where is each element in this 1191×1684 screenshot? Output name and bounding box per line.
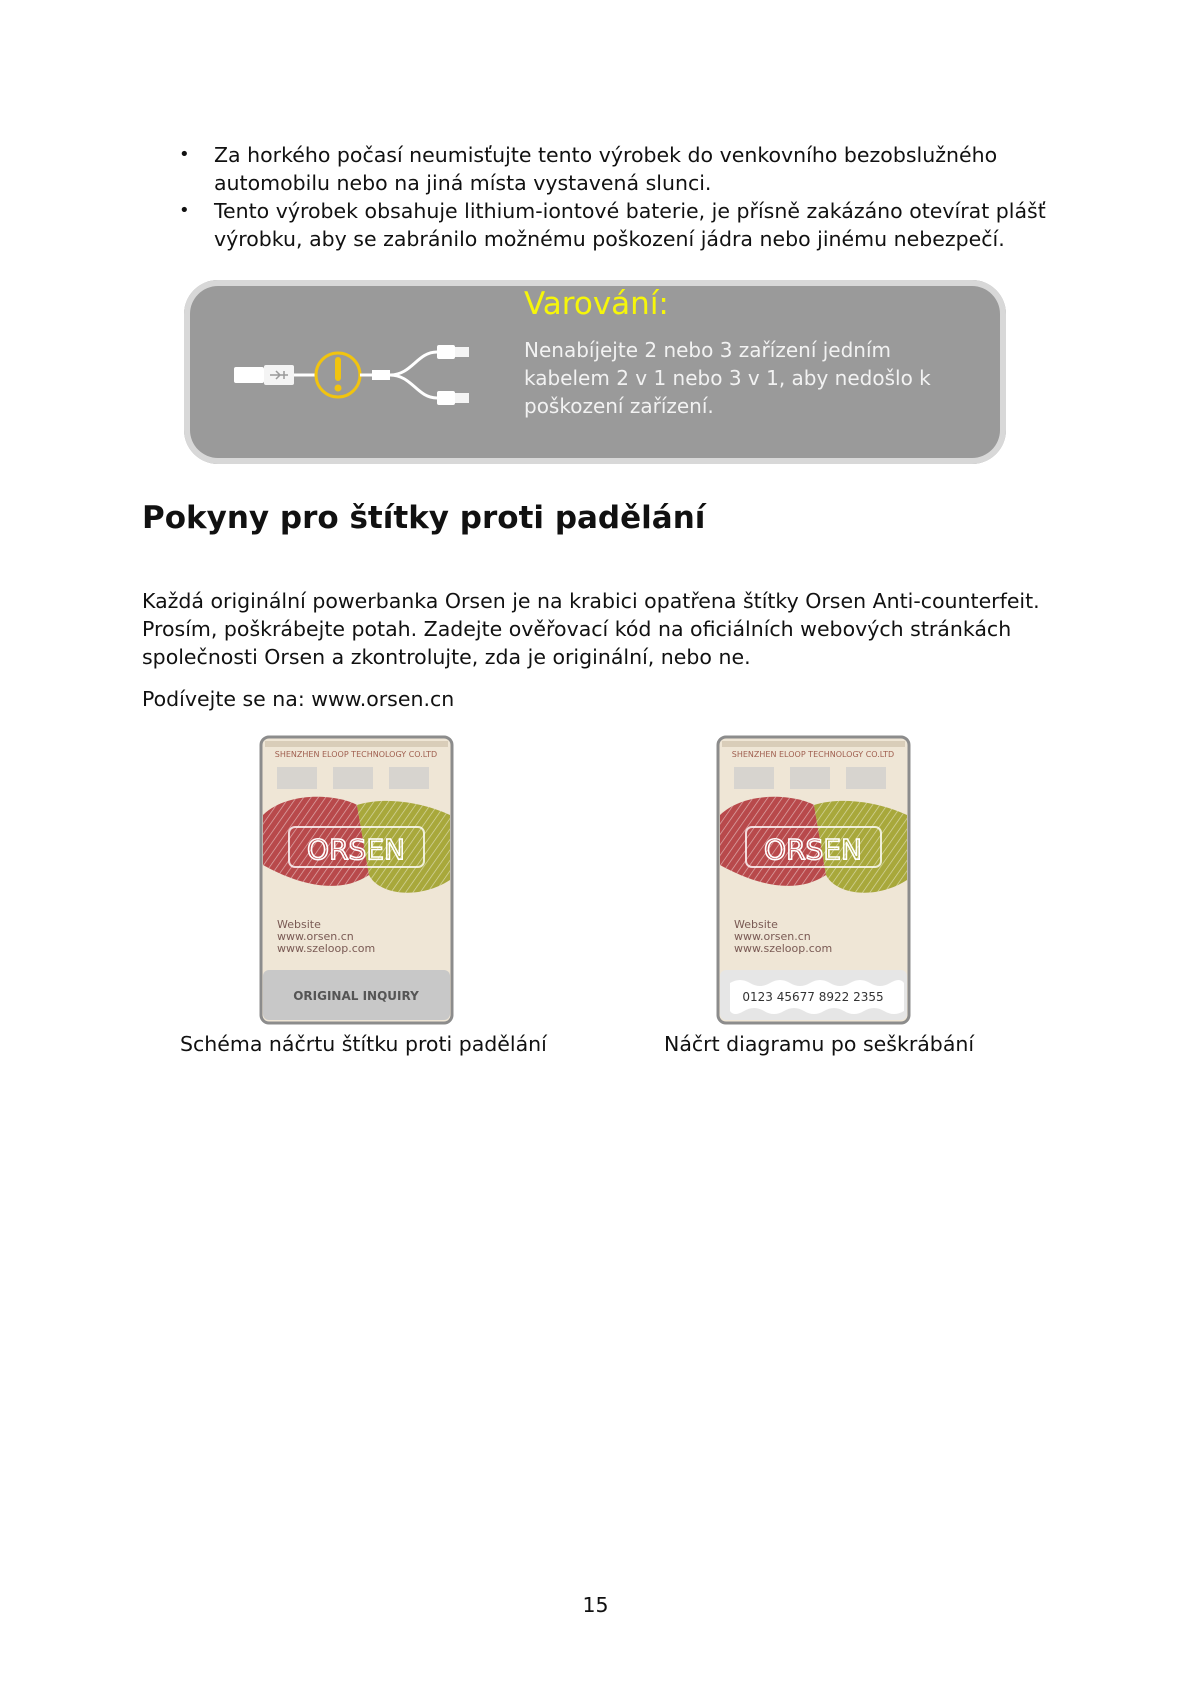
bullet-dot: • — [179, 200, 190, 221]
label-website-1: www.orsen.cn — [277, 930, 354, 943]
bullet-text: Tento výrobek obsahuje lithium-iontové baterie, je přísně zakázáno otevírat plášť výrobku, aby se zabránilo možnému poškození jádra nebo jinému nebezpečí. — [214, 199, 1046, 251]
bullet-item — [172, 141, 1052, 197]
warning-title: Varování: — [524, 286, 669, 322]
see-also-line: Podívejte se na: www.orsen.cn — [142, 687, 455, 711]
warning-box — [184, 280, 1006, 464]
label-verification-code: 0123 45677 8922 2355 — [742, 990, 884, 1004]
label-website-2: www.szeloop.com — [277, 942, 376, 955]
label-website-heading: Website — [277, 918, 321, 931]
label-website-1: www.orsen.cn — [734, 930, 811, 943]
bullet-list — [172, 141, 1052, 253]
section-paragraph: Každá originální powerbanka Orsen je na krabici opatřena štítky Orsen Anti-counterfeit. Prosím, poškrábejte potah. Zadejte ověřovací kód na oficiálních webových stránkách společnosti Orsen a zkontrolujte, zda je originální, nebo ne. — [142, 589, 1040, 669]
bullet-item — [172, 197, 1052, 253]
label-caption-before: Schéma náčrtu štítku proti padělání — [180, 1032, 547, 1056]
anti-counterfeit-label-before — [259, 735, 454, 1025]
section-title: Pokyny pro štítky proti padělání — [142, 500, 706, 536]
usb-splitter-warning-icon — [232, 340, 472, 410]
label-brand: ORSEN — [307, 833, 405, 866]
label-brand: ORSEN — [764, 833, 862, 866]
label-bottom-text: ORIGINAL INQUIRY — [293, 989, 419, 1003]
bullet-text: Za horkého počasí neumisťujte tento výrobek do venkovního bezobslužného automobilu nebo na jiná místa vystavená slunci. — [214, 143, 998, 195]
label-caption-after: Náčrt diagramu po seškrábání — [664, 1032, 975, 1056]
bullet-dot: • — [179, 144, 190, 165]
label-company: SHENZHEN ELOOP TECHNOLOGY CO.LTD — [731, 750, 895, 759]
anti-counterfeit-label-after — [716, 735, 911, 1025]
label-website-2: www.szeloop.com — [734, 942, 833, 955]
page-number: 15 — [582, 1593, 609, 1617]
label-website-heading: Website — [734, 918, 778, 931]
warning-text: Nenabíjejte 2 nebo 3 zařízení jedním kabelem 2 v 1 nebo 3 v 1, aby nedošlo k poškození zařízení. — [524, 338, 931, 418]
label-company: SHENZHEN ELOOP TECHNOLOGY CO.LTD — [274, 750, 438, 759]
